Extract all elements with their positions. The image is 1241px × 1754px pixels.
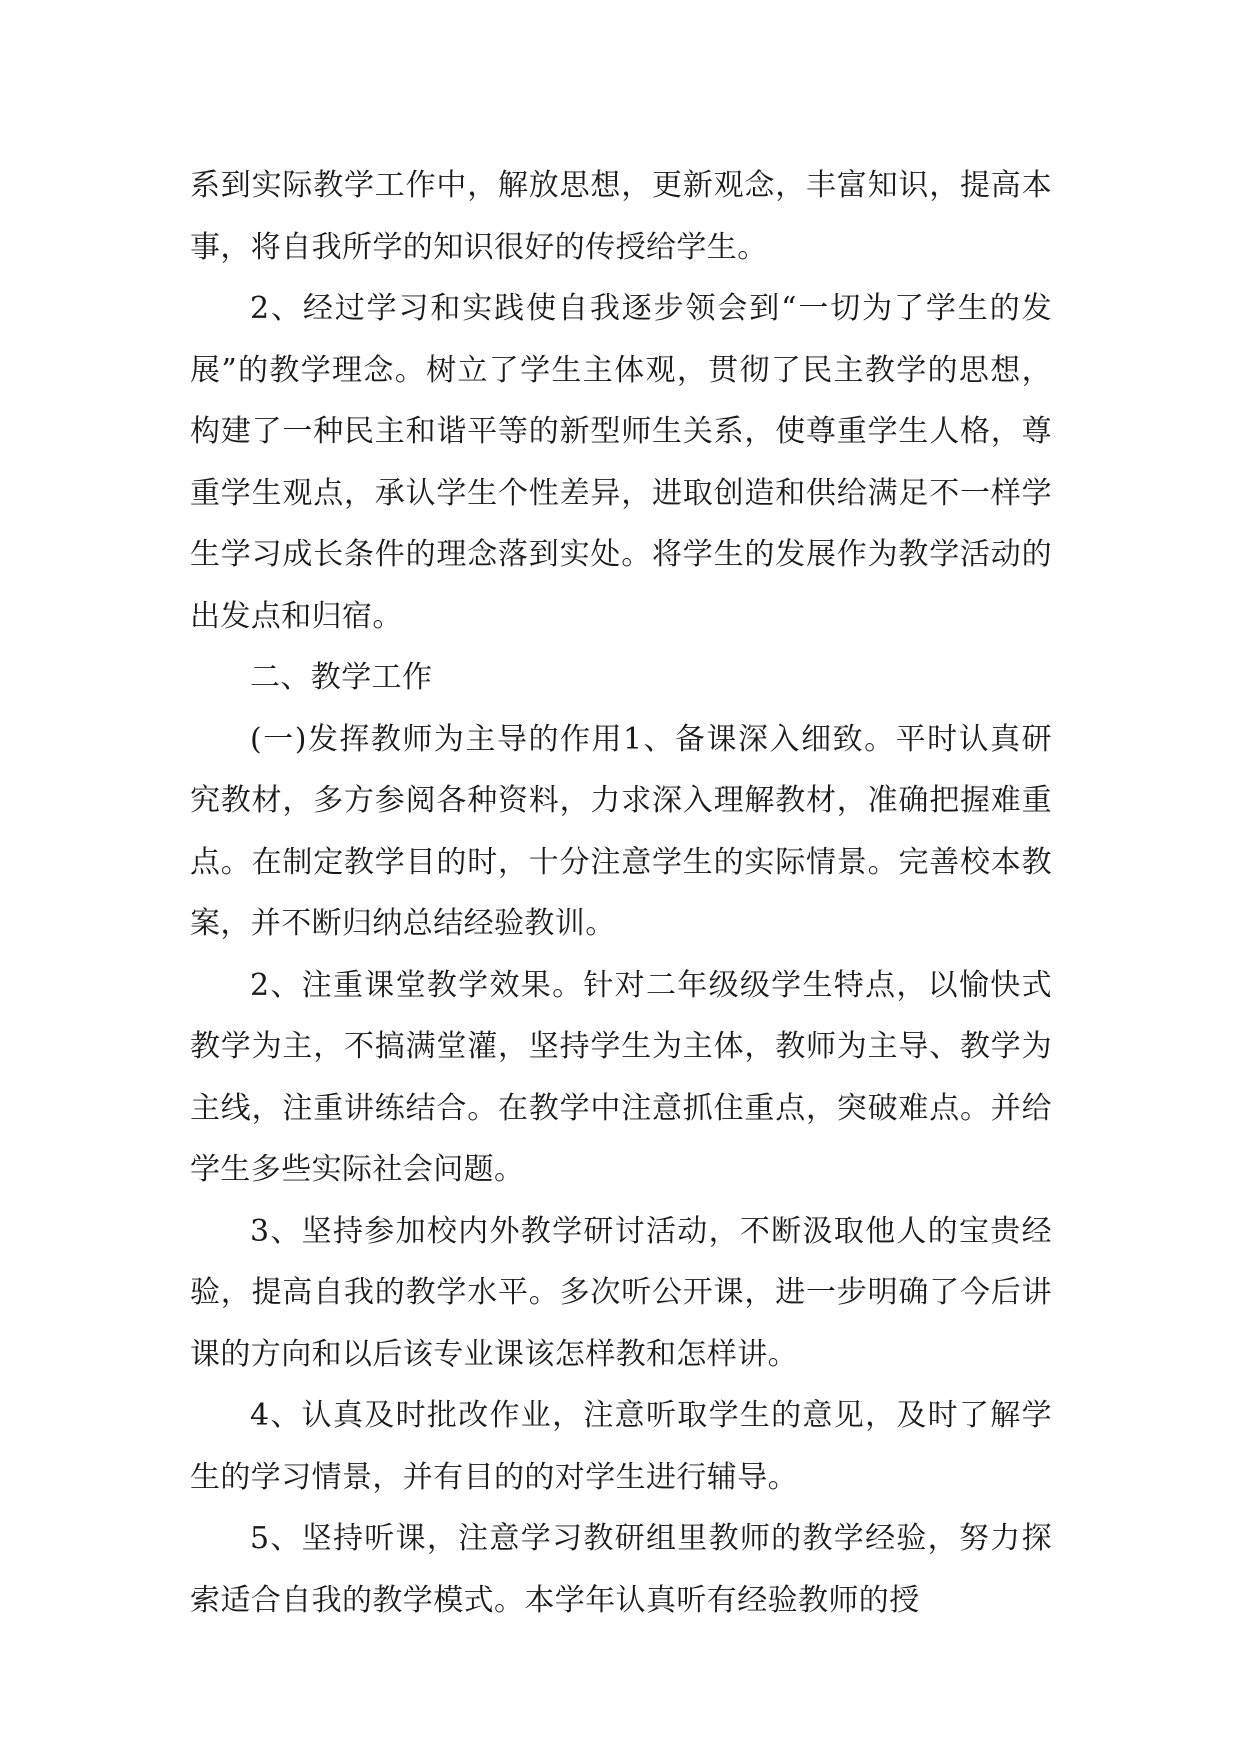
paragraph-6: 3、坚持参加校内外教学研讨活动，不断汲取他人的宝贵经验，提高自我的教学水平。多次听公开课，进一步明确了今后讲课的方向和以后该专业课该怎样教和怎样讲。 bbox=[190, 1213, 1052, 1372]
paragraph-8: 5、坚持听课，注意学习教研组里教师的教学经验，努力探索适合自我的教学模式。本学年认真听有经验教师的授 bbox=[190, 1521, 1052, 1618]
paragraph-7: 4、认真及时批改作业，注意听取学生的意见，及时了解学生的学习情景，并有目的的对学生进行辅导。 bbox=[190, 1398, 1052, 1495]
paragraph-4: (一)发挥教师为主导的作用1、备课深入细致。平时认真研究教材，多方参阅各种资料，力求深入理解教材，准确把握难重点。在制定教学目的时，十分注意学生的实际情景。完善校本教案，并不断归纳总结经验教训。 bbox=[190, 721, 1052, 941]
document-body bbox=[190, 155, 1052, 1631]
section-heading-teaching-work: 二、教学工作 bbox=[250, 660, 433, 695]
paragraph-1: 系到实际教学工作中，解放思想，更新观念，丰富知识，提高本事，将自我所学的知识很好的传授给学生。 bbox=[190, 168, 1052, 265]
paragraph-5: 2、注重课堂教学效果。针对二年级级学生特点，以愉快式教学为主，不搞满堂灌，坚持学生为主体，教师为主导、教学为主线，注重讲练结合。在教学中注意抓住重点，突破难点。并给学生多些实际社会问题。 bbox=[190, 967, 1052, 1187]
paragraph-2: 2、经过学习和实践使自我逐步领会到“一切为了学生的发展”的教学理念。树立了学生主体观，贯彻了民主教学的思想，构建了一种民主和谐平等的新型师生关系，使尊重学生人格，尊重学生观点，承认学生个性差异，进取创造和供给满足不一样学生学习成长条件的理念落到实处。将学生的发展作为教学活动的出发点和归宿。 bbox=[190, 291, 1052, 634]
